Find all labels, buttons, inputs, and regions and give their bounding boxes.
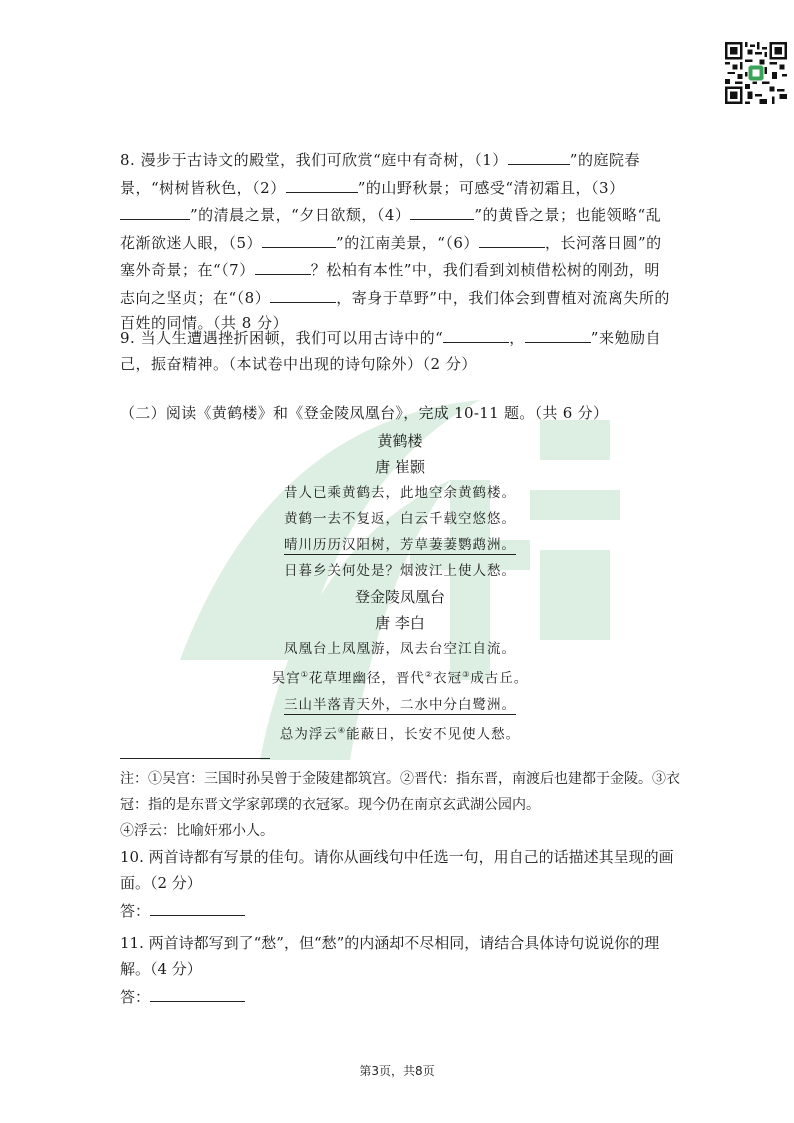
q8-text-7: ，长河落日圆”的塞外奇景；在“（7）	[120, 233, 662, 279]
q8-text-5: ”的黄昏之景；也能领略“乱花渐欲迷人眼，（5）	[120, 206, 662, 252]
answer-blank-5[interactable]	[262, 229, 336, 248]
q9-text-2: ，	[509, 329, 525, 347]
q8-text-3: ”的山野秋景；可感受“清初霜且，（3）	[357, 178, 625, 197]
poem-line-underlined: 三山半落青天外，二水中分白鹭洲。	[284, 696, 516, 713]
poem-line: 凤凰台上凤凰游，凤去台空江自流。	[284, 641, 516, 657]
notes-and-questions	[120, 766, 680, 1010]
q9-answer-blank-2[interactable]	[525, 324, 591, 343]
q9-text-1: 9. 当人生遭遇挫折困顿，我们可以用古诗中的“	[120, 329, 444, 347]
page-number: 第3页，共8页	[359, 1064, 435, 1078]
q9-answer-blank-1[interactable]	[443, 324, 509, 343]
poem-line: 总为浮云④能蔽日，长安不见使人愁。	[279, 725, 521, 742]
q8-text-9: ，寄身于草野”中，我们体会到曹植对流离失所的百姓的同情。（共 8 分）	[120, 288, 670, 332]
footnote-text: 注：①吴宫：三国时孙吴曾于金陵建都筑宫。②晋代：指东晋，南渡后也建都于金陵。③衣冠：指的是东晋文学家郭璞的衣冠冢。现今仍在南京玄武湖公园内。	[120, 771, 680, 813]
q8-text-2: ”的庭院春景，“树树皆秋色，（2）	[120, 151, 640, 197]
question-9	[120, 324, 675, 377]
answer-blank-7[interactable]	[255, 256, 311, 275]
poem-author: 唐 李白	[375, 614, 425, 632]
q8-text-1: 8. 漫步于古诗文的殿堂，我们可欣赏“庭中有奇树，（1）	[120, 151, 508, 169]
footnote-text: ④浮云：比喻奸邪小人。	[120, 823, 274, 839]
section-2-heading: （二）阅读《黄鹤楼》和《登金陵凤凰台》，完成 10-11 题。（共 6 分）	[120, 404, 609, 422]
answer-blank-3[interactable]	[120, 201, 190, 220]
answer-label: 答：	[120, 902, 151, 920]
poem-line-underlined: 晴川历历汉阳树，芳草萋萋鹦鹉洲。	[284, 537, 516, 553]
answer-blank-6[interactable]	[479, 229, 545, 248]
poem-line: 昔人已乘黄鹤去，此地空余黄鹤楼。	[284, 485, 516, 501]
question-8	[120, 146, 675, 337]
q10-answer-line[interactable]	[150, 899, 245, 916]
answer-blank-1[interactable]	[508, 146, 570, 165]
poem-huanghelou	[200, 428, 600, 584]
q8-text-4: ”的清晨之景，“夕日欲颓，（4）	[190, 206, 411, 224]
q8-text-8: ？松柏有本性”中，我们看到刘桢借松树的刚劲，明志向之坚贞；在“（8）	[120, 261, 660, 307]
poem-dengjinling	[200, 584, 600, 747]
question-11: 11. 两首诗都写到了“愁”，但“愁”的内涵却不尽相同，请结合具体诗句说说你的理解。（4 分）	[120, 934, 660, 978]
footnote-marker: ②	[424, 670, 434, 679]
qr-code-icon	[725, 42, 787, 104]
poem-title: 登金陵凤凰台	[354, 588, 445, 606]
q11-answer-line[interactable]	[150, 985, 245, 1002]
question-10: 10. 两首诗都有写景的佳句。请你从画线句中任选一句，用自己的话描述其呈现的画面。（2 分）	[120, 848, 674, 892]
poem-author: 唐 崔颢	[375, 458, 425, 476]
footnote-marker: ④	[337, 725, 347, 735]
footnote-marker: ①	[300, 670, 309, 679]
answer-blank-8[interactable]	[270, 284, 336, 303]
q9-text-3: ”来勉励自己，振奋精神。（本试卷中出现的诗句除外）（2 分）	[120, 329, 661, 373]
answer-label: 答：	[120, 988, 151, 1006]
answer-blank-4[interactable]	[410, 201, 474, 220]
poem-line: 日暮乡关何处是？烟波江上使人愁。	[284, 563, 516, 579]
footnote-marker: ③	[462, 670, 471, 679]
poem-line: 吴宫①花草埋幽径，晋代②衣冠③成古丘。	[271, 670, 529, 687]
poem-line: 黄鹤一去不复返，白云千载空悠悠。	[284, 511, 516, 527]
poem-title: 黄鹤楼	[377, 432, 423, 450]
q10-answer	[120, 898, 680, 924]
q8-text-6: ”的江南美景，“（6）	[336, 233, 479, 252]
answer-blank-2[interactable]	[286, 174, 358, 193]
q11-answer	[120, 984, 680, 1010]
footnote-separator	[120, 758, 270, 759]
